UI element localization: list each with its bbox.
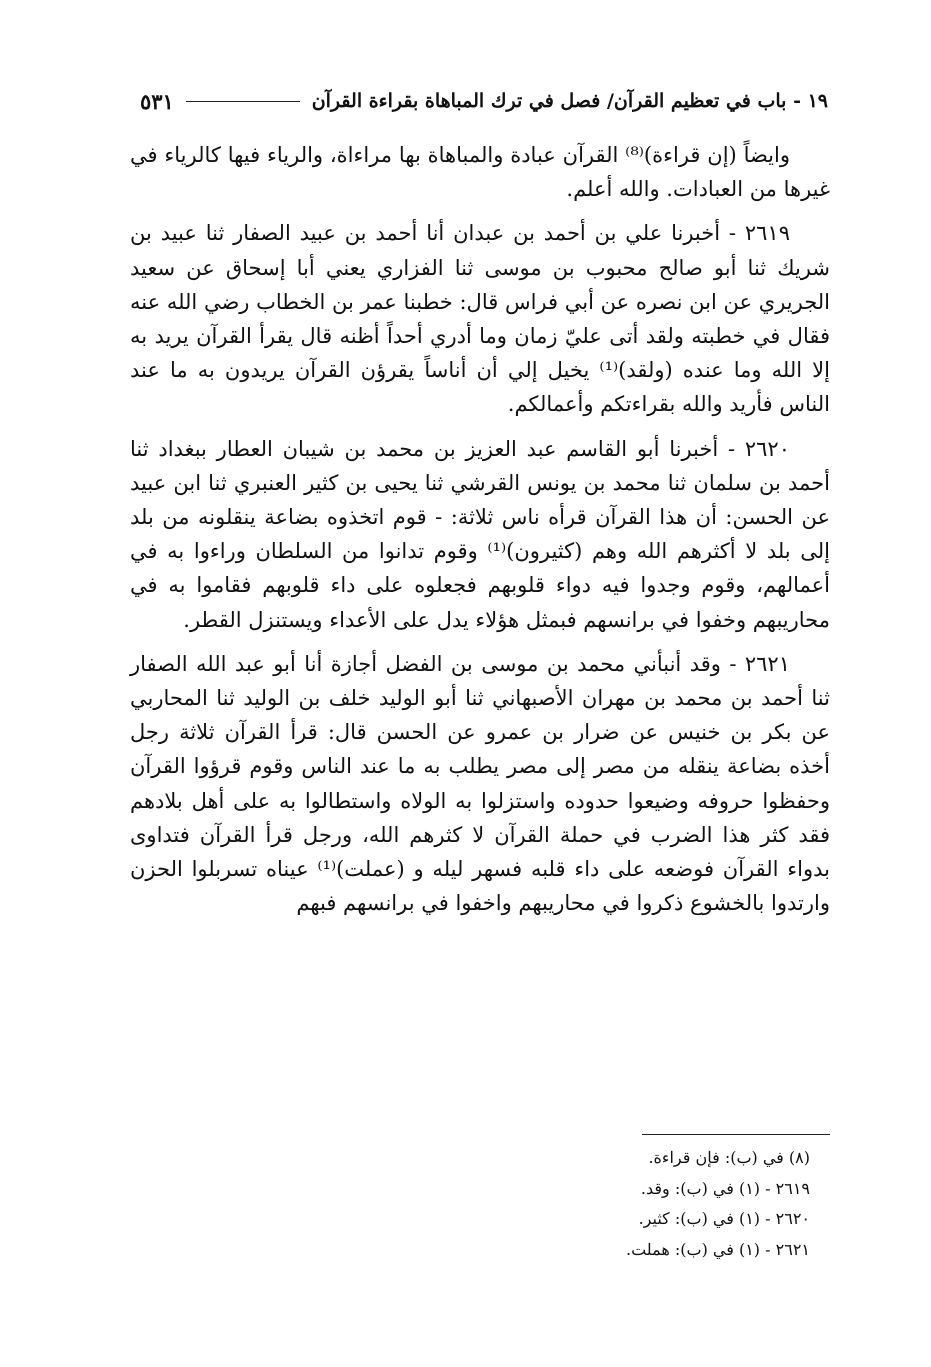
footnote-item: ٢٦٢٠ - (١) في (ب): كثير. [638,1209,810,1228]
footnote-divider [642,1134,830,1135]
footnotes [300,1143,810,1265]
hadith-2620: ٢٦٢٠ - أخبرنا أبو القاسم عبد العزيز بن محمد بن شيبان العطار ببغداد ثنا أحمد بن سلمان ثنا محمد بن يونس القرشي ثنا يحيى بن كثير العنبري ثنا ابن عبيد عن الحسن: أن هذا القرآن قرأه ناس ثلاثة: - قوم اتخذوه بضاعة ينقلونه من بلد إلى بلد لا أكثرهم الله وهم (كثيرون)⁽¹⁾ وقوم تدانوا من السلطان وراءوا به في أعمالهم، وقوم وجدوا فيه دواء قلوبهم فجعلوه على داء قلوبهم فقاموا به في محاريبهم وخفوا في برانسهم فبمثل هؤلاء يدل على الأعداء ويستنزل القطر. [130,436,830,632]
footnote-item: ٢٦٢١ - (١) في (ب): هملت. [626,1239,810,1259]
main-text [130,138,830,920]
running-header [140,84,828,118]
hadith-2621: ٢٦٢١ - وقد أنبأني محمد بن موسى بن الفضل أجازة أنا أبو عبد الله الصفار ثنا أحمد بن محمد بن مهران الأصبهاني ثنا أبو الوليد خلف بن الوليد ثنا المحاربي عن بكر بن خنيس عن ضرار بن عمرو عن الحسن قال: قرأ القرآن ثلاثة رجل أخذه بضاعة ينقله من مصر إلى مصر يطلب به ما عند الناس وقوم قرؤوا القرآن وحفظوا حروفه وضيعوا حدوده واستزلوا به الولاه واستطالوا به على أهل بلادهم فقد كثر هذا الضرب في حملة القرآن لا كثرهم الله، ورجل قرأ القرآن فتداوى بدواء القرآن فوضعه على داء قلبه فسهر ليله و (عملت)⁽¹⁾ عيناه تسربلوا الحزن وارتدوا بالخشوع ذكروا في محاريبهم واخفوا في برانسهم فبهم [130,651,830,916]
chapter-title: ١٩ - باب في تعظيم القرآن/ فصل في ترك المباهاة بقراءة القرآن [311,90,828,112]
paragraph-intro: وايضاً (إن قراءة)⁽⁸⁾ القرآن عبادة والمباهاة بها مراءاة، والرياء فيها كالرياء في غيرها من العبادات. والله أعلم. [130,143,830,202]
footnote-item: (٨) في (ب): فإن قراءة. [648,1148,810,1167]
header-rule [186,101,300,102]
hadith-2619: ٢٦١٩ - أخبرنا علي بن أحمد بن عبدان أنا أحمد بن عبيد الصفار ثنا عبيد بن شريك ثنا أبو صالح محبوب بن موسى ثنا الفزاري يعني أبا إسحاق عن سعيد الجريري عن ابن نصره عن أبي فراس قال: خطبنا عمر بن الخطاب رضي الله عنه فقال في خطبته ولقد أتى عليّ زمان وما أدري أحداً أظنه قال يقرأ القرآن يريد به إلا الله وما عنده (ولقد)⁽¹⁾ يخيل إلي أن أناساً يقرؤن القرآن يريدون به ما عند الناس فأريد والله بقراءتكم وأعمالكم. [130,221,830,417]
footnote-item: ٢٦١٩ - (١) في (ب): وقد. [640,1178,810,1198]
page-number: ٥٣١ [140,88,174,114]
